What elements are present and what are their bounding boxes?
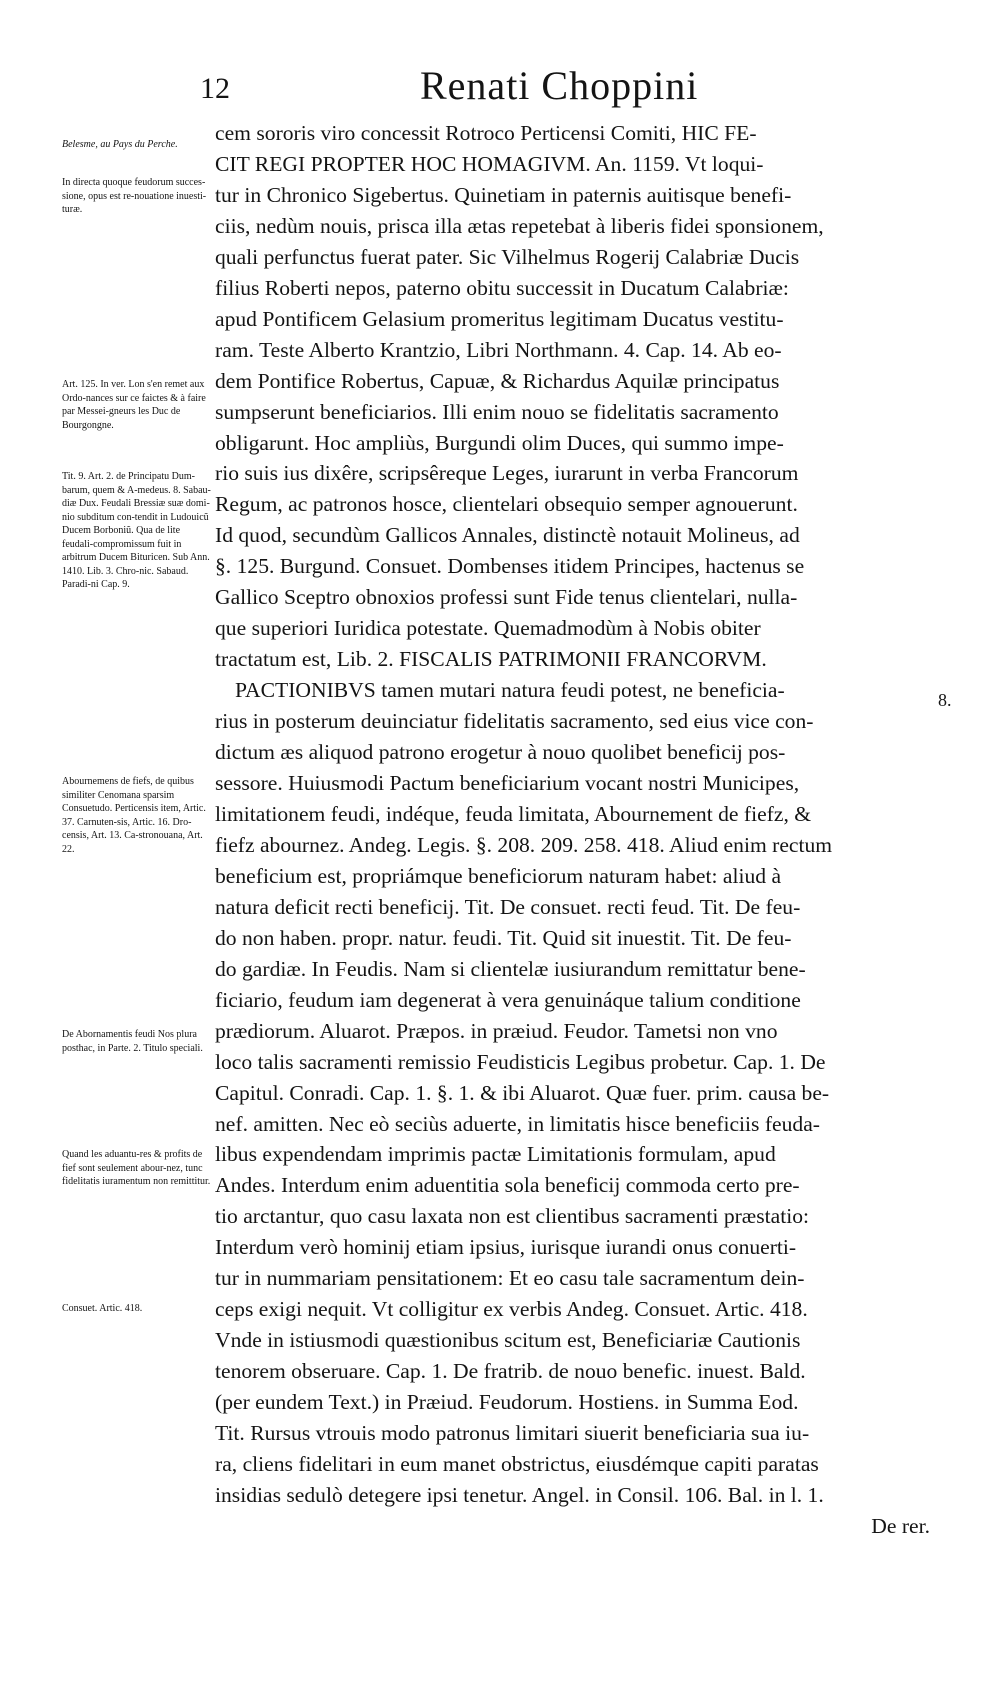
running-title: Renati Choppini	[420, 63, 699, 108]
text-line: insidias sedulò detegere ipsi tenetur. Angel. in Consil. 106. Bal. in l. 1.	[215, 1482, 824, 1507]
text-line: tenorem obseruare. Cap. 1. De fratrib. de nouo benefic. inuest. Bald.	[215, 1359, 806, 1384]
text-line: ficiario, feudum iam degenerat à vera genuináque talium conditione	[215, 987, 801, 1012]
text-line: Interdum verò hominij etiam ipsius, iurisque iurandi onus conuerti-	[215, 1235, 797, 1260]
margin-note: Tit. 9. Art. 2. de Principatu Dum-barum, quem & A-medeus. 8. Sabau-diæ Dux. Feudali Bressiæ suæ domi-nio subditum con-tendit in Ludouicũ Ducem Borboniũ. Qua de lite feudali-compromissum fuit in arbitrum Ducem Bituricen. Sub Ann. 1410. Lib. 3. Chro-nic. Sabaud. Paradi-ni Cap. 9.	[62, 471, 211, 590]
text-line: CIT REGI PROPTER HOC HOMAGIVM. An. 1159. Vt loqui-	[215, 151, 764, 176]
text-line: prædiorum. Aluarot. Præpos. in præiud. Feudor. Tametsi non vno	[215, 1018, 778, 1043]
text-line: fiefz abournez. Andeg. Legis. §. 208. 209. 258. 418. Aliud enim rectum	[215, 832, 833, 857]
text-line: Tit. Rursus vtrouis modo patronus limitari siuerit beneficiaria sua iu-	[215, 1421, 810, 1446]
text-line: De rer.	[871, 1513, 930, 1538]
side-number: 8.	[938, 690, 952, 710]
margin-note: De Abornamentis feudi Nos plura posthac, in Parte. 2. Titulo speciali.	[62, 1029, 203, 1054]
text-line: Vnde in istiusmodi quæstionibus scitum est, Beneficiariæ Cautionis	[215, 1328, 801, 1353]
text-line: PACTIONIBVS tamen mutari natura feudi potest, ne beneficia-	[235, 678, 785, 703]
text-line: Gallico Sceptro obnoxios professi sunt Fide tenus clientelari, nulla-	[215, 585, 798, 610]
text-line: sessore. Huiusmodi Pactum beneficiarium vocant nostri Municipes,	[215, 771, 800, 796]
margin-note: Abournemens de fiefs, de quibus similiter Cenomana sparsim Consuetudo. Perticensis item, Artic. 37. Carnuten-sis, Artic. 16. Dro-censis, Art. 13. Ca-stronouana, Art. 22.	[62, 776, 206, 855]
text-line: Capitul. Conradi. Cap. 1. §. 1. & ibi Aluarot. Quæ fuer. prim. causa be-	[215, 1080, 830, 1105]
text-line: obligarunt. Hoc ampliùs, Burgundi olim Duces, qui summo impe-	[215, 430, 784, 455]
margin-note: Art. 125. In ver. Lon s'en remet aux Ordo-nances sur ce faictes & à faire par Messei-gneurs les Duc de Bourgongne.	[62, 379, 206, 431]
text-line: ciis, nedùm nouis, prisca illa ætas repetebat à liberis fidei sponsionem,	[215, 213, 824, 238]
text-line: rio suis ius dixêre, scripsêreque Leges, iurarunt in verba Francorum	[215, 461, 799, 486]
text-line: tur in Chronico Sigebertus. Quinetiam in paternis auitisque benefi-	[215, 182, 792, 207]
text-line: tur in nummariam pensitationem: Et eo casu tale sacramentum dein-	[215, 1266, 805, 1291]
text-line: tio arctantur, quo casu laxata non est clientibus sacramenti præstatio:	[215, 1204, 809, 1229]
margin-note: Quand les aduantu-res & profits de fief sont seulement abour-nez, tunc fidelitatis iuramentum non remittitur.	[62, 1149, 211, 1187]
text-line: quali perfunctus fuerat pater. Sic Vilhelmus Rogerij Calabriæ Ducis	[215, 244, 800, 269]
text-line: nef. amitten. Nec eò seciùs aduerte, in limitatis hisce beneficiis feuda-	[215, 1111, 820, 1136]
text-line: ram. Teste Alberto Krantzio, Libri Northmann. 4. Cap. 14. Ab eo-	[215, 337, 782, 362]
text-line: rius in posterum deuinciatur fidelitatis sacramento, sed eius vice con-	[215, 709, 814, 734]
text-line: natura deficit recti beneficij. Tit. De consuet. recti feud. Tit. De feu-	[215, 894, 801, 919]
text-line: ceps exigi nequit. Vt colligitur ex verbis Andeg. Consuet. Artic. 418.	[215, 1297, 808, 1322]
text-line: ra, cliens fidelitari in eum manet obstrictus, eiusdémque capiti paratas	[215, 1451, 819, 1476]
text-line: que superiori Iuridica potestate. Quemadmodùm à Nobis obiter	[215, 616, 761, 641]
margin-note: Consuet. Artic. 418.	[62, 1303, 143, 1314]
text-line: do non haben. propr. natur. feudi. Tit. Quid sit inuestit. Tit. De feu-	[215, 925, 792, 950]
text-line: dem Pontifice Robertus, Capuæ, & Richardus Aquilæ principatus	[215, 368, 780, 393]
text-line: cem sororis viro concessit Rotroco Perticensi Comiti, HIC FE-	[215, 121, 757, 145]
margin-note: In directa quoque feudorum succes-sione, opus est re-nouatione inuesti-turæ.	[62, 177, 207, 215]
text-line: Andes. Interdum enim aduentitia sola beneficij commoda certo pre-	[215, 1173, 800, 1198]
body-text	[215, 118, 930, 1542]
text-line: dictum æs aliquod patrono erogetur à nouo quolibet beneficij pos-	[215, 740, 786, 765]
text-line: do gardiæ. In Feudis. Nam si clientelæ iusiurandum remittatur bene-	[215, 956, 806, 981]
text-line: (per eundem Text.) in Præiud. Feudorum. Hostiens. in Summa Eod.	[215, 1390, 799, 1415]
text-line: tractatum est, Lib. 2. FISCALIS PATRIMONII FRANCORVM.	[215, 647, 767, 672]
text-line: sumpserunt beneficiarios. Illi enim nouo se fidelitatis sacramento	[215, 399, 779, 424]
text-line: apud Pontificem Gelasium promeritus legitimam Ducatus vestitu-	[215, 306, 784, 331]
margin-note: Belesme, au Pays du Perche.	[62, 139, 178, 150]
text-line: Id quod, secundùm Gallicos Annales, distinctè notauit Molineus, ad	[215, 523, 800, 548]
text-line: Regum, ac patronos hosce, clientelari obsequio semper agnouerunt.	[215, 492, 798, 517]
page-header	[0, 62, 1000, 122]
text-line: filius Roberti nepos, paterno obitu successit in Ducatum Calabriæ:	[215, 275, 789, 300]
text-line: loco talis sacramenti remissio Feudisticis Legibus probetur. Cap. 1. De	[215, 1049, 826, 1074]
text-line: beneficium est, propriámque beneficiorum naturam habet: aliud à	[215, 863, 782, 888]
text-line: §. 125. Burgund. Consuet. Dombenses itidem Principes, hactenus se	[215, 554, 805, 579]
page-number: 12	[200, 72, 230, 105]
text-line: libus expendendam imprimis pactæ Limitationis formulam, apud	[215, 1142, 776, 1167]
text-line: limitationem feudi, indéque, feuda limitata, Abournement de fiefz, &	[215, 801, 812, 826]
